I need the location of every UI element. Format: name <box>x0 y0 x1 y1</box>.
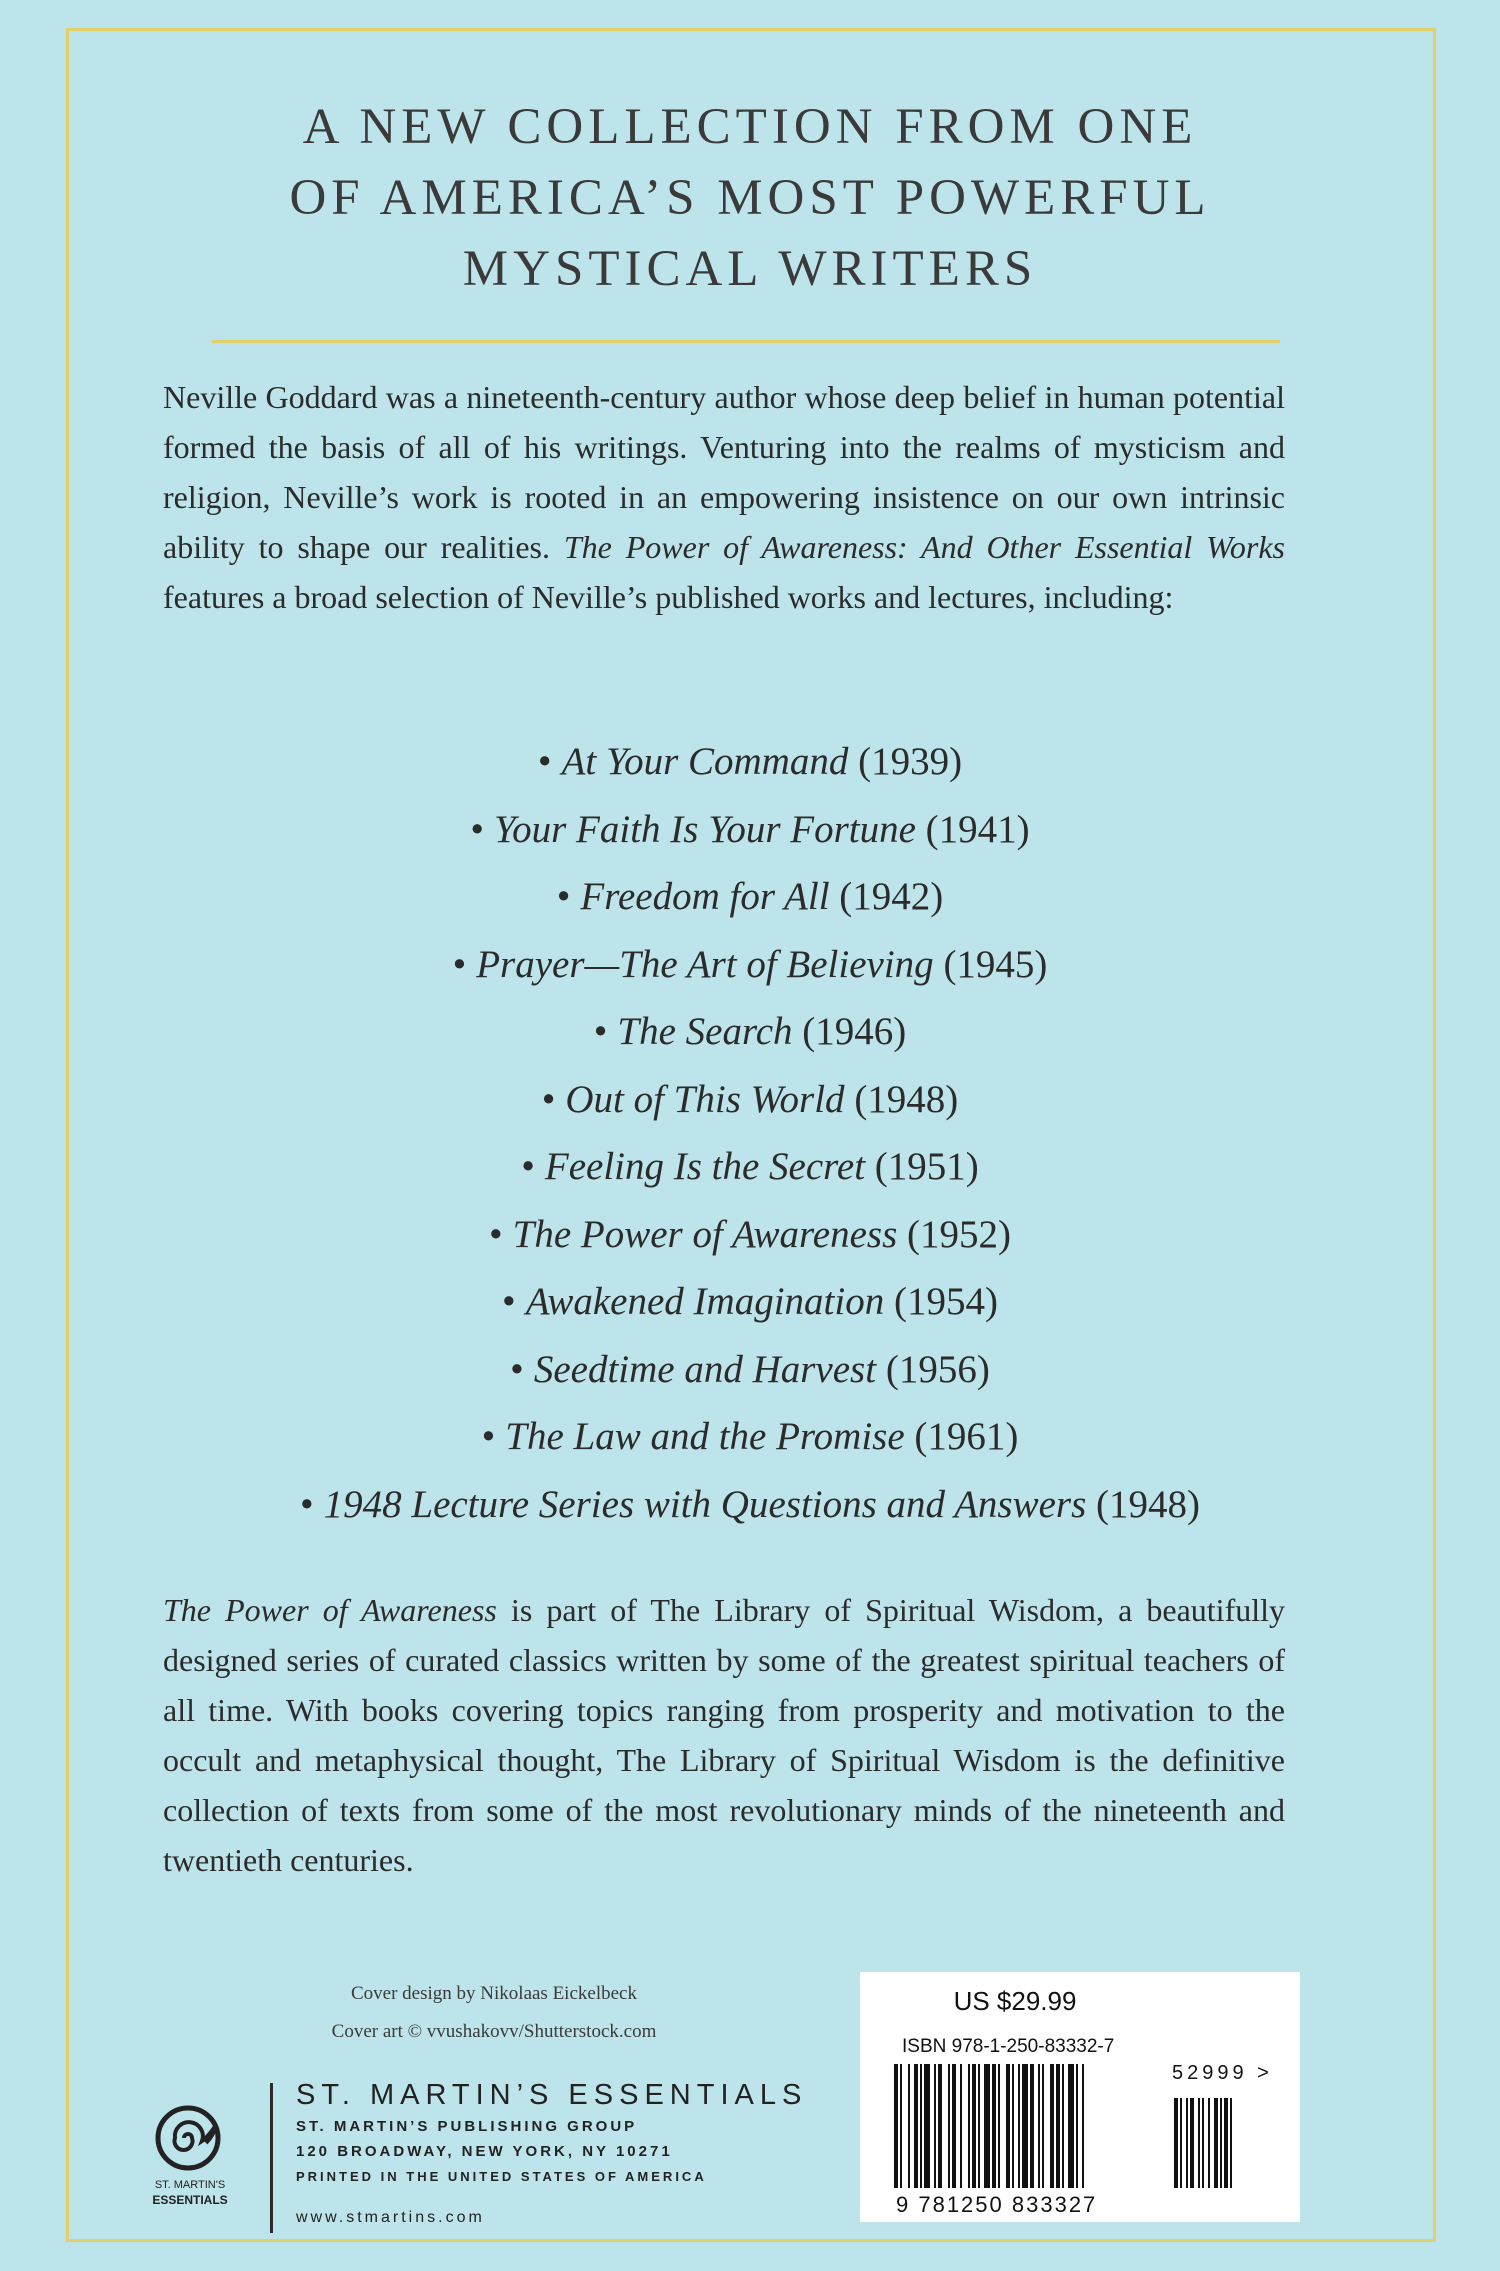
intro-text-end: features a broad selection of Neville’s published works and lectures, including: <box>163 579 1174 615</box>
barcode-bar <box>978 2064 980 2188</box>
barcode-bar <box>894 2064 898 2188</box>
barcode-bar <box>1068 2064 1074 2188</box>
addon-digits: 52999 > <box>1172 2062 1273 2084</box>
work-title: Awakened Imagination <box>525 1280 885 1323</box>
bullet-icon: • <box>593 1010 608 1053</box>
barcode-bar <box>984 2064 990 2188</box>
work-item <box>0 998 1500 1066</box>
bullet-icon: • <box>452 942 467 986</box>
bullet-icon: • <box>521 1145 535 1188</box>
intro-book-title: The Power of Awareness: And Other Essential Works <box>563 529 1286 565</box>
barcode-bar <box>1012 2064 1014 2188</box>
work-item <box>0 931 1500 999</box>
work-year: (1948) <box>854 1077 959 1121</box>
work-item <box>0 728 1500 796</box>
work-title: The Search <box>617 1010 793 1053</box>
work-title: Prayer—The Art of Believing <box>476 942 934 986</box>
publisher-group: ST. MARTIN’S PUBLISHING GROUP <box>296 2118 638 2135</box>
work-item <box>0 1066 1500 1134</box>
isbn: ISBN 978-1-250-83332-7 <box>902 2036 1115 2057</box>
barcode-addon-bar <box>1190 2098 1194 2188</box>
intro-paragraph <box>163 372 1285 622</box>
headline-line-1: A NEW COLLECTION FROM ONE <box>302 99 1198 155</box>
barcode-bar <box>924 2064 930 2188</box>
barcode-bar <box>908 2064 910 2188</box>
cover-credits <box>254 1975 734 2051</box>
bullet-icon: • <box>502 1280 516 1323</box>
logo-line-2: ESSENTIALS <box>152 2193 228 2207</box>
barcode-bar <box>992 2064 996 2188</box>
barcode-bar <box>934 2064 936 2188</box>
cover-design-credit: Cover design by Nikolaas Eickelbeck <box>351 1983 637 2004</box>
barcode-bar <box>900 2064 902 2188</box>
library-book-title: The Power of Awareness <box>163 1592 497 1628</box>
barcode-bar <box>1050 2064 1054 2188</box>
barcode-bar <box>920 2064 922 2188</box>
bullet-icon: • <box>299 1482 314 1526</box>
barcode-addon-bar <box>1230 2098 1232 2188</box>
headline-line-2: OF AMERICA’S MOST POWERFUL <box>289 170 1211 226</box>
work-year: (1939) <box>858 740 963 783</box>
barcode-bar <box>998 2064 1000 2188</box>
barcode-addon-bar <box>1220 2098 1222 2188</box>
work-title: Seedtime and Harvest <box>533 1347 877 1391</box>
barcode-addon-bar <box>1208 2098 1210 2188</box>
works-list <box>0 728 1500 1538</box>
publisher-url[interactable]: www.stmartins.com <box>296 2209 485 2226</box>
bullet-icon: • <box>537 740 552 783</box>
barcode-bar <box>1062 2064 1064 2188</box>
work-title: 1948 Lecture Series with Questions and Answers <box>323 1482 1087 1526</box>
barcode-bar <box>1018 2064 1020 2188</box>
barcode-bar <box>1022 2064 1028 2188</box>
barcode-addon-bar <box>1180 2098 1182 2188</box>
work-year: (1954) <box>893 1280 998 1323</box>
barcode-addon-bar <box>1214 2098 1218 2188</box>
publisher-logo <box>130 2098 250 2208</box>
work-item <box>0 1403 1500 1471</box>
bullet-icon: • <box>510 1347 524 1391</box>
work-item <box>0 1201 1500 1269</box>
barcode-addon-bar <box>1202 2098 1204 2188</box>
publisher-brand: ST. MARTIN’S ESSENTIALS <box>296 2079 808 2111</box>
work-title: The Law and the Promise <box>505 1415 905 1458</box>
work-year: (1956) <box>885 1347 990 1391</box>
work-year: (1952) <box>907 1212 1011 1256</box>
work-title: At Your Command <box>561 740 849 783</box>
barcode-bar <box>1038 2064 1040 2188</box>
work-item <box>0 863 1500 931</box>
bullet-icon: • <box>541 1077 556 1121</box>
bullet-icon: • <box>489 1212 503 1256</box>
logo-line-1: ST. MARTIN'S <box>154 2179 226 2191</box>
work-year: (1942) <box>839 875 944 918</box>
spiral-logo-icon <box>150 2098 230 2178</box>
library-paragraph <box>163 1585 1285 1885</box>
barcode-addon-bar <box>1198 2098 1200 2188</box>
publisher-divider <box>270 2083 273 2233</box>
barcode-addon-bar <box>1224 2098 1228 2188</box>
work-item <box>0 1133 1500 1201</box>
work-year: (1945) <box>943 942 1048 986</box>
work-item <box>0 1336 1500 1404</box>
work-item <box>0 1471 1500 1539</box>
publisher-block <box>296 2076 807 2238</box>
cover-art-credit: Cover art © vvushakovv/Shutterstock.com <box>331 2021 657 2042</box>
barcode-label <box>860 1972 1300 2222</box>
bullet-icon: • <box>470 807 485 851</box>
library-text: is part of The Library of Spiritual Wisdom, a beautifully designed series of curated classics written by some of the greatest spiritual teachers of all time. With books covering topics ranging from prosperity and motivation to the occult and metaphysical thought, The Library of Spiritual Wisdom is the definitive collection of texts from some of the most revolutionary minds of the nineteenth and twentieth centuries. <box>163 1592 1286 1878</box>
work-title: Freedom for All <box>580 875 830 918</box>
barcode-bar <box>968 2064 970 2188</box>
work-year: (1948) <box>1096 1482 1201 1526</box>
bullet-icon: • <box>556 875 571 918</box>
work-title: Your Faith Is Your Fortune <box>494 807 916 851</box>
barcode-bar <box>914 2064 918 2188</box>
barcode-bar <box>1076 2064 1078 2188</box>
barcode-bar <box>960 2064 962 2188</box>
barcode-bar <box>1030 2064 1034 2188</box>
printed-in: PRINTED IN THE UNITED STATES OF AMERICA <box>296 2169 707 2184</box>
barcode-bar <box>1056 2064 1060 2188</box>
barcode-bar <box>972 2064 976 2188</box>
barcode-bar <box>1006 2064 1010 2188</box>
work-title: The Power of Awareness <box>512 1212 898 1256</box>
work-title: Out of This World <box>565 1077 845 1121</box>
work-title: Feeling Is the Secret <box>544 1145 866 1188</box>
work-item <box>0 796 1500 864</box>
barcode-addon-bar <box>1186 2098 1188 2188</box>
work-year: (1941) <box>925 807 1030 851</box>
headline-line-3: MYSTICAL WRITERS <box>462 241 1038 297</box>
work-year: (1946) <box>802 1010 907 1053</box>
barcode-icon <box>892 2064 1262 2192</box>
headline <box>0 92 1500 305</box>
work-year: (1951) <box>874 1145 979 1188</box>
publisher-address: 120 BROADWAY, NEW YORK, NY 10271 <box>296 2143 673 2160</box>
barcode-bar <box>1082 2064 1084 2188</box>
price: US $29.99 <box>953 1986 1077 2016</box>
ean-digits: 9 781250 833327 <box>896 2192 1098 2217</box>
barcode-addon-bar <box>1174 2098 1178 2188</box>
intro-text-start: Neville Goddard was a nineteenth-century author whose deep belief in human potential formed the basis of all of his writings. Venturing into the realms of mysticism and religion, Neville’s work is rooted in an empowering insistence on our own intrinsic ability to shape our realities. <box>163 379 1285 565</box>
bullet-icon: • <box>481 1415 496 1458</box>
work-item <box>0 1268 1500 1336</box>
barcode-bar <box>952 2064 956 2188</box>
barcode-bar <box>1042 2064 1044 2188</box>
headline-divider <box>212 340 1280 343</box>
barcode-bar <box>938 2064 942 2188</box>
work-year: (1961) <box>914 1415 1019 1458</box>
barcode-bar <box>948 2064 950 2188</box>
